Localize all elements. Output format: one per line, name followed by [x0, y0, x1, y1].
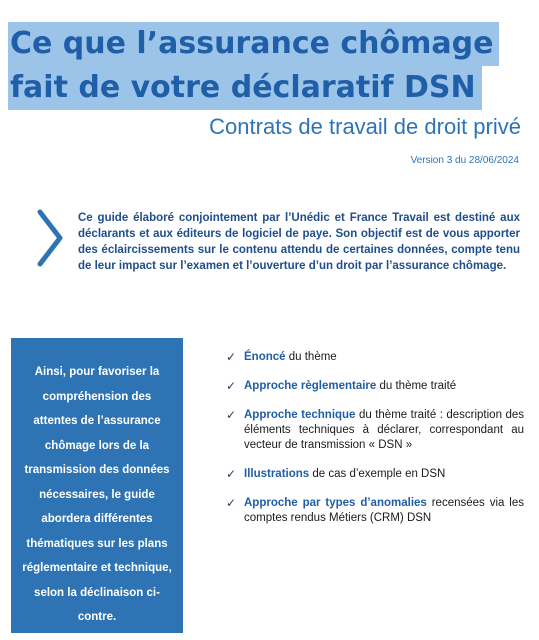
check-icon: ✓	[226, 467, 237, 481]
version-label: Version 3 du 28/06/2024	[410, 155, 519, 166]
title-line-2: fait de votre déclaratif DSN	[8, 66, 482, 110]
list-item	[226, 350, 524, 365]
item-keyword: Approche par types d’anomalies	[244, 497, 427, 509]
list-item	[226, 467, 524, 482]
intro-paragraph: Ce guide élaboré conjointement par l’Unédic et France Travail est destiné aux déclarants et aux éditeurs de logiciel de paye. Son objectif est de vous apporter des éclaircissements sur le contenu attendu de certaines données, compte tenu de leur impact sur l’examen et l’ouverture d’un droit par l’assurance chômage.	[78, 212, 520, 272]
title-line-1: Ce que l’assurance chômage	[8, 22, 499, 66]
check-icon: ✓	[226, 408, 237, 422]
check-icon: ✓	[226, 496, 237, 510]
list-item	[226, 496, 524, 526]
check-icon: ✓	[226, 379, 237, 393]
chevron-right-icon	[34, 208, 66, 268]
topic-list	[226, 350, 524, 526]
sidebar-box	[11, 338, 183, 633]
item-keyword: Approche règlementaire	[244, 380, 377, 392]
item-text: du thème traité	[376, 380, 457, 392]
item-text: du thème traité : description des éléments techniques à déclarer, correspondant au vecteur de transmission « DSN »	[244, 409, 524, 451]
item-text: du thème	[285, 351, 337, 363]
document-subtitle: Contrats de travail de droit privé	[209, 114, 521, 139]
item-keyword: Énoncé	[244, 351, 286, 363]
check-icon: ✓	[226, 350, 237, 364]
sidebar-text: Ainsi, pour favoriser la compréhension des attentes de l’assurance chômage lors de la transmission des données nécessaires, le guide abordera différentes thématiques sur les plans réglementaire et technique, selon la déclinaison ci-contre.	[22, 366, 172, 623]
item-keyword: Illustrations	[244, 468, 310, 480]
list-item	[226, 408, 524, 453]
item-text: de cas d’exemple en DSN	[309, 468, 446, 480]
item-keyword: Approche technique	[244, 409, 356, 421]
item-text: recensées via les comptes rendus Métiers (CRM) DSN	[244, 497, 524, 524]
list-item	[226, 379, 524, 394]
document-title	[8, 22, 499, 110]
